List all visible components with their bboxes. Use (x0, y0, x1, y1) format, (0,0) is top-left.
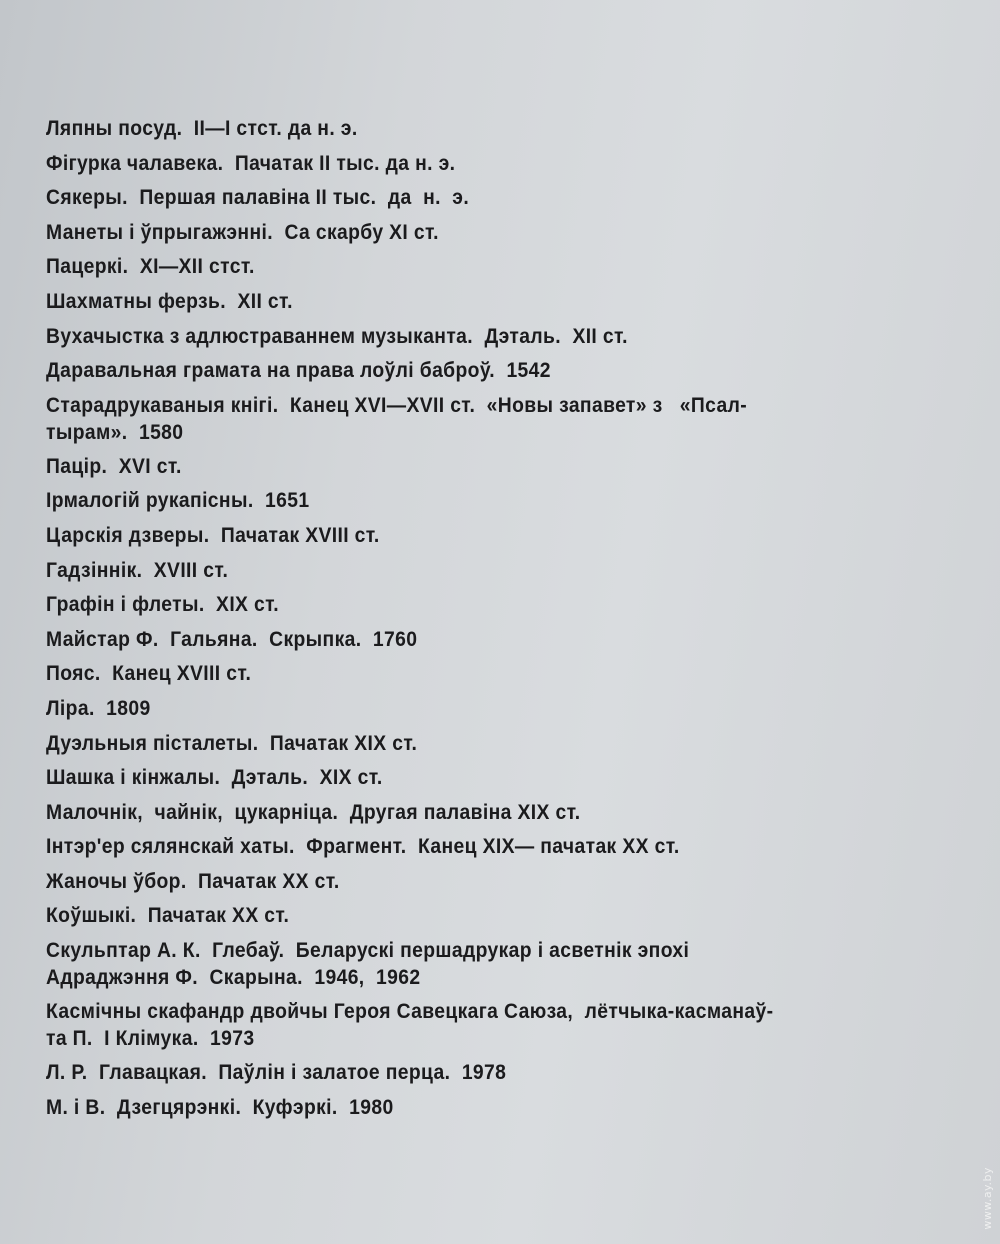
caption-line: Інтэр'ер сялянскай хаты. Фрагмент. Канец XIX— пачатак XX ст. (46, 835, 680, 859)
caption-line: Адраджэння Ф. Скарына. 1946, 1962 (46, 966, 421, 990)
caption-line: Ірмалогій рукапісны. 1651 (46, 489, 310, 513)
illustration-captions-list (46, 115, 976, 1128)
caption-line: Гадзіннік. XVIII ст. (46, 558, 229, 582)
caption-line: М. і В. Дзегцярэнкі. Куфэркі. 1980 (46, 1095, 394, 1119)
caption-line: Графін і флеты. XIX ст. (46, 593, 280, 617)
caption-line: Манеты і ўпрыгажэнні. Са скарбу XI ст. (46, 220, 439, 244)
caption-item (46, 115, 902, 142)
caption-item (46, 1059, 902, 1086)
caption-item (46, 868, 902, 895)
caption-item (46, 253, 902, 280)
caption-item (46, 288, 902, 315)
caption-line: Майстар Ф. Гальяна. Скрыпка. 1760 (46, 627, 418, 651)
site-watermark: www.ay.by (981, 1167, 994, 1230)
caption-item (46, 695, 902, 722)
caption-item (46, 487, 902, 514)
caption-item (46, 323, 902, 350)
caption-item (46, 730, 902, 757)
caption-item (46, 357, 902, 384)
caption-line: Жаночы ўбор. Пачатак XX ст. (46, 869, 340, 893)
caption-item (46, 833, 902, 860)
caption-item (46, 453, 902, 480)
caption-item (46, 660, 902, 687)
caption-line: Шашка і кінжалы. Дэталь. XIX ст. (46, 766, 383, 790)
caption-line: Шахматны ферзь. XII ст. (46, 289, 293, 313)
caption-line: Старадрукаваныя кнігі. Канец XVI—XVII ст. «Новы запавет» з «Псал- (46, 393, 748, 417)
caption-item (46, 902, 902, 929)
caption-line: Ляпны посуд. II—I стст. да н. э. (46, 117, 358, 140)
caption-line: Ліра. 1809 (46, 696, 151, 720)
caption-line: Царскія дзверы. Пачатак XVIII ст. (46, 523, 380, 547)
caption-line: Фігурка чалавека. Пачатак II тыс. да н. э. (46, 151, 456, 175)
caption-line: Сякеры. Першая палавіна II тыс. да н. э. (46, 186, 470, 210)
caption-line: Скульптар А. К. Глебаў. Беларускі першадрукар і асветнік эпохі (46, 939, 690, 963)
caption-line: Пояс. Канец XVIII ст. (46, 662, 252, 686)
caption-item (46, 799, 902, 826)
caption-item (46, 1094, 902, 1121)
caption-line: Малочнік, чайнік, цукарніца. Другая палавіна XIX ст. (46, 800, 581, 824)
caption-line: Дуэльныя пісталеты. Пачатак XIX ст. (46, 731, 418, 755)
caption-line: Касмічны скафандр двойчы Героя Савецкага Саюза, лётчыка-касманаў- (46, 1000, 774, 1024)
caption-line: тырам». 1580 (46, 420, 184, 444)
caption-item (46, 219, 902, 246)
caption-line: Вухачыстка з адлюстраваннем музыканта. Дэталь. XII ст. (46, 324, 628, 348)
caption-item (46, 150, 902, 177)
caption-item (46, 764, 902, 791)
caption-item (46, 937, 902, 991)
caption-item (46, 184, 902, 211)
caption-line: Пацеркі. XI—XII стст. (46, 255, 255, 279)
caption-item (46, 392, 902, 446)
caption-line: Л. Р. Главацкая. Паўлін і залатое перца. 1978 (46, 1061, 507, 1085)
caption-item (46, 591, 902, 618)
caption-line: Пацір. XVI ст. (46, 454, 182, 478)
caption-item (46, 626, 902, 653)
caption-line: Даравальная грамата на права лоўлі баброў. 1542 (46, 359, 551, 383)
caption-line: Коўшыкі. Пачатак XX ст. (46, 904, 290, 928)
caption-item (46, 557, 902, 584)
caption-line: та П. І Клімука. 1973 (46, 1027, 255, 1051)
caption-item (46, 998, 902, 1052)
caption-item (46, 522, 902, 549)
